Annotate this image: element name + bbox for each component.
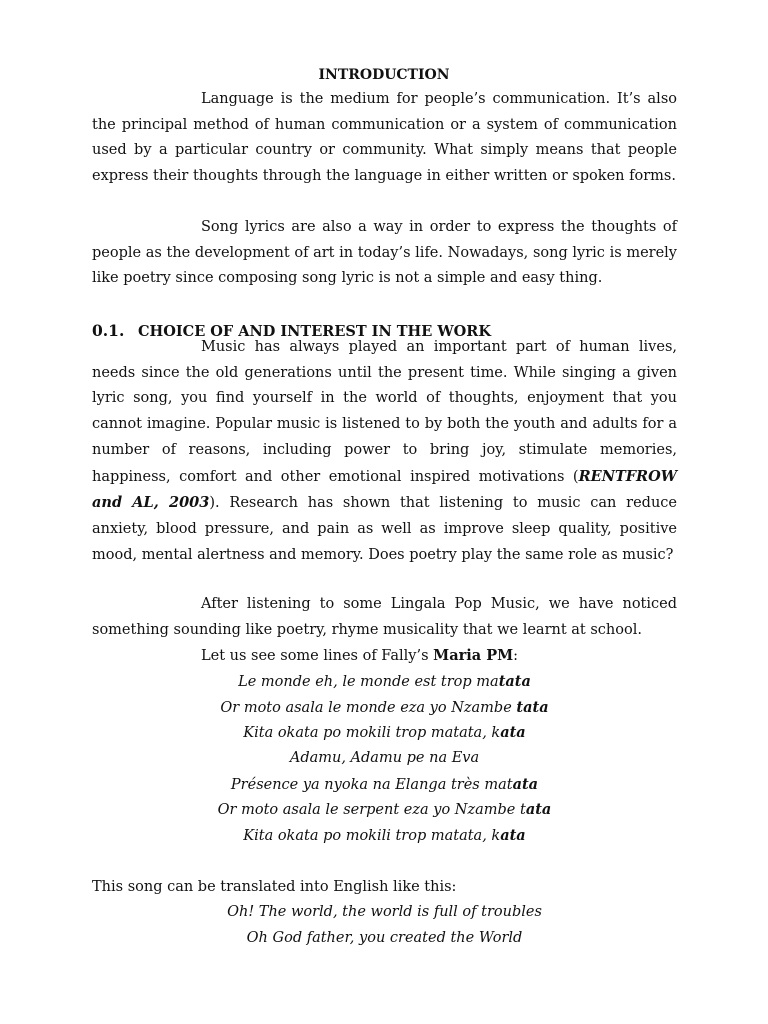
verse-text: Or moto asala le monde eza yo Nzambe [220,699,517,716]
lines-intro-text: Let us see some lines of Fally’s [201,648,434,664]
verse-rhyme: tata [498,673,531,690]
section-title: CHOICE OF AND INTEREST IN THE WORK [138,323,491,340]
verse-rhyme: ata [525,801,552,819]
citation: RENTFROW and AL, 2003 [92,467,677,512]
lines-intro-colon: : [513,648,519,664]
intro-paragraph-2: Song lyrics are also a way in order to express the thoughts of people as the development of art in today’s life. Nowadays, song lyric is merely like poetry since composing song lyric is not a simple and easy thing. [92,219,677,287]
english-verses [92,900,677,951]
lingala-verse-line [92,772,677,798]
translation-intro: This song can be translated into English like this: [92,879,457,895]
verse-text: Or moto asala le serpent eza yo Nzambe t [217,802,526,819]
lingala-verse-line [92,797,677,823]
english-verse-line: Oh! The world, the world is full of troubles [227,904,542,920]
lingala-verse-line [92,720,677,746]
verse-rhyme: ata [500,827,526,845]
lingala-verse-line [92,669,677,695]
song-title: Maria PM [433,647,514,664]
verse-rhyme: ata [500,724,526,742]
english-verse-line: Oh God father, you created the World [246,929,523,946]
lingala-verse-line [92,823,677,849]
lingala-verse-line [92,695,677,721]
verse-text: Kita okata po mokili trop matata, k [243,725,501,742]
verse-text: Adamu, Adamu pe na Eva [289,750,480,767]
music-paragraph [92,335,677,568]
verse-text: Présence ya nyoka na Elanga très mat [230,776,513,793]
lines-intro [92,643,677,670]
verse-rhyme: ata [512,775,539,793]
verse-text: Kita okata po mokili trop matata, k [243,828,501,845]
music-paragraph-text: Music has always played an important part of human lives, needs since the old generations until the present time. While singing a given lyric song, you find yourself in the world of thoughts, enjoyment that you cannot imagine. Popular music is listened to by both the youth and adults for a number of reasons, including power to bring joy, stimulate memories, happiness, comfort and other emotional inspired motivations ( [92,339,677,485]
intro-paragraph-1: Language is the medium for people’s communication. It’s also the principal method of human communication or a system of communication used by a particular country or community. What simply means that people express their thoughts through the language in either written or spoken forms. [92,91,677,185]
page-title: INTRODUCTION [318,67,450,83]
lingala-verses [92,669,677,849]
verse-text: Le monde eh, le monde est trop ma [238,674,499,690]
music-paragraph-text-continued: ). Research has shown that listening to music can reduce anxiety, blood pressure, and pain as well as improve sleep quality, positive mood, mental alertness and memory. Does poetry play the same role as music? [92,495,677,563]
lingala-verse-line [92,746,677,772]
verse-rhyme: tata [516,698,549,716]
section-number: 0.1. [92,321,125,340]
lingala-paragraph: After listening to some Lingala Pop Music, we have noticed something sounding like poetry, rhyme musicality that we learnt at school. [92,596,677,638]
